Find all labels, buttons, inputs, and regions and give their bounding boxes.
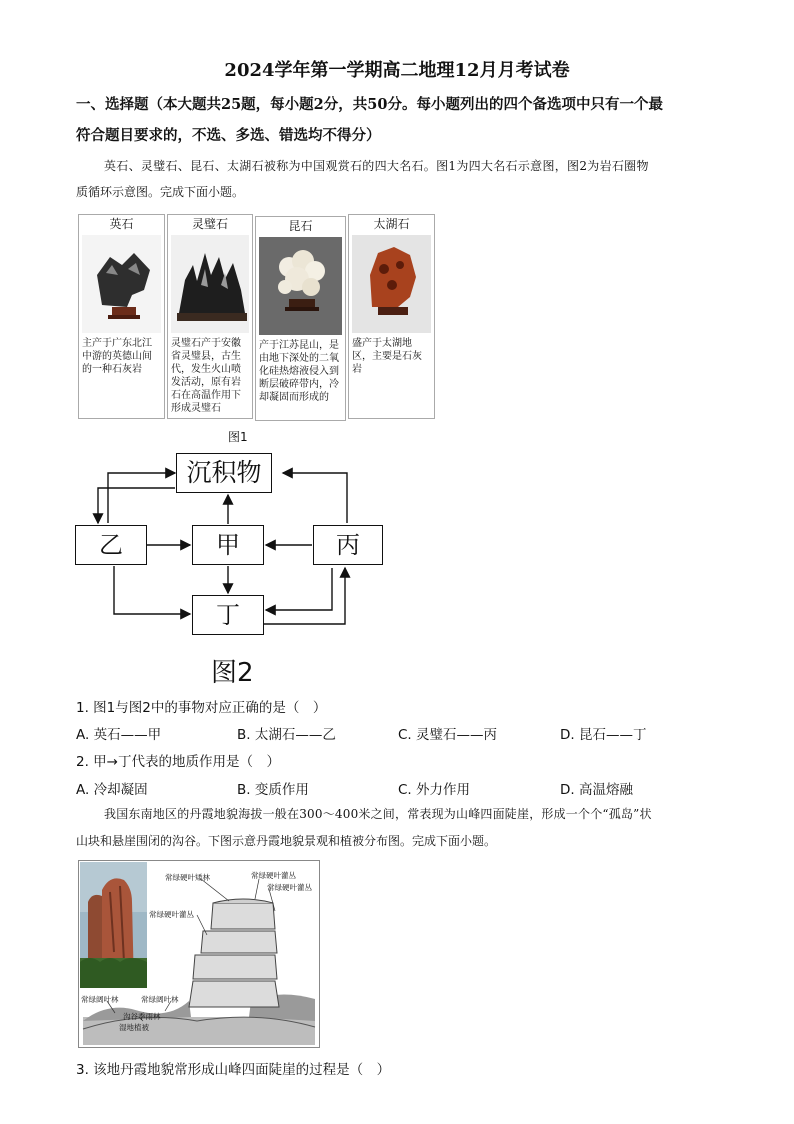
passage2-line2: 山块和悬崖围闭的沟谷。下图示意丹霞地貌景观和植被分布图。完成下面小题。 — [76, 834, 497, 848]
stone-photo — [171, 235, 249, 333]
stone-desc: 盛产于太湖地区，主要是石灰岩 — [352, 338, 422, 375]
label-hard-leaf-dwarf-forest: 常绿硬叶矮林 — [165, 873, 210, 882]
stone-photo — [259, 237, 342, 335]
question2-stem: 2. 甲→丁代表的地质作用是（ ） — [76, 754, 280, 770]
q1-option-b[interactable]: B. 太湖石——乙 — [237, 727, 336, 743]
q1-option-d[interactable]: D. 昆石——丁 — [560, 727, 647, 743]
label-broadleaf-forest-1: 常绿阔叶林 — [81, 995, 119, 1004]
node-sediment: 沉积物 — [176, 453, 272, 493]
q2-option-a[interactable]: A. 冷却凝固 — [76, 782, 148, 798]
section-header-line2: 符合题目要求的，不选、多选、错选均不得分） — [76, 127, 381, 144]
stone-card-yingshi — [78, 214, 165, 419]
figure1-caption: 图1 — [228, 430, 248, 444]
label-valley-monsoon-forest: 沟谷季雨林 — [123, 1012, 161, 1021]
exam-title: 2024学年第一学期高二地理12月月考试卷 — [224, 60, 570, 81]
section-header-line1: 一、选择题（本大题共25题，每小题2分，共50分。每小题列出的四个备选项中只有一个最 — [76, 96, 663, 113]
stone-desc: 产于江苏昆山，是由地下深处的二氧化硅热熔液侵入到断层破碎带内，冷却凝固而形成的 — [259, 340, 339, 403]
q2-option-b[interactable]: B. 变质作用 — [237, 782, 309, 798]
q2-option-d[interactable]: D. 高温熔融 — [560, 782, 633, 798]
passage1-line1: 英石、灵璧石、昆石、太湖石被称为中国观赏石的四大名石。图1为四大名石示意图，图2为岩石圈物 — [104, 159, 649, 173]
label-wetland-vegetation: 湿地植被 — [119, 1023, 149, 1032]
stone-photo — [82, 235, 161, 333]
stone-card-taihushi — [348, 214, 435, 419]
node-yi: 乙 — [75, 525, 147, 565]
label-broadleaf-forest-2: 常绿阔叶林 — [141, 995, 179, 1004]
stone-card-lingbishi — [167, 214, 253, 419]
label-hard-leaf-shrub-1: 常绿硬叶灌丛 — [251, 871, 296, 880]
figure2-caption: 图2 — [211, 658, 254, 688]
stone-name: 灵璧石 — [191, 217, 228, 231]
passage1-line2: 质循环示意图。完成下面小题。 — [76, 185, 245, 199]
stone-name: 英石 — [109, 217, 134, 231]
stone-name: 太湖石 — [373, 217, 410, 231]
stone-photo — [352, 235, 431, 333]
node-ding: 丁 — [192, 595, 264, 635]
question1-stem: 1. 图1与图2中的事物对应正确的是（ ） — [76, 700, 327, 716]
label-hard-leaf-shrub-3: 常绿硬叶灌丛 — [149, 910, 194, 919]
q1-option-c[interactable]: C. 灵璧石——丙 — [398, 727, 498, 743]
node-bing: 丙 — [313, 525, 383, 565]
q1-option-a[interactable]: A. 英石——甲 — [76, 727, 162, 743]
stone-card-kunshi — [255, 216, 346, 421]
question3-stem: 3. 该地丹霞地貌常形成山峰四面陡崖的过程是（ ） — [76, 1062, 391, 1078]
q2-option-c[interactable]: C. 外力作用 — [398, 782, 471, 798]
stone-name: 昆石 — [288, 219, 313, 233]
stone-desc: 灵璧石产于安徽省灵璧县，古生代，发生火山喷发活动，原有岩石在高温作用下形成灵璧石 — [171, 338, 241, 414]
stone-desc: 主产于广东北江中游的英德山间的一种石灰岩 — [82, 338, 152, 375]
passage2-line1: 我国东南地区的丹霞地貌海拔一般在300～400米之间，常表现为山峰四面陡崖，形成一个个“孤岛”状 — [104, 807, 652, 821]
node-jia: 甲 — [192, 525, 264, 565]
figure3-danxia — [78, 860, 320, 1048]
label-hard-leaf-shrub-2: 常绿硬叶灌丛 — [267, 883, 312, 892]
